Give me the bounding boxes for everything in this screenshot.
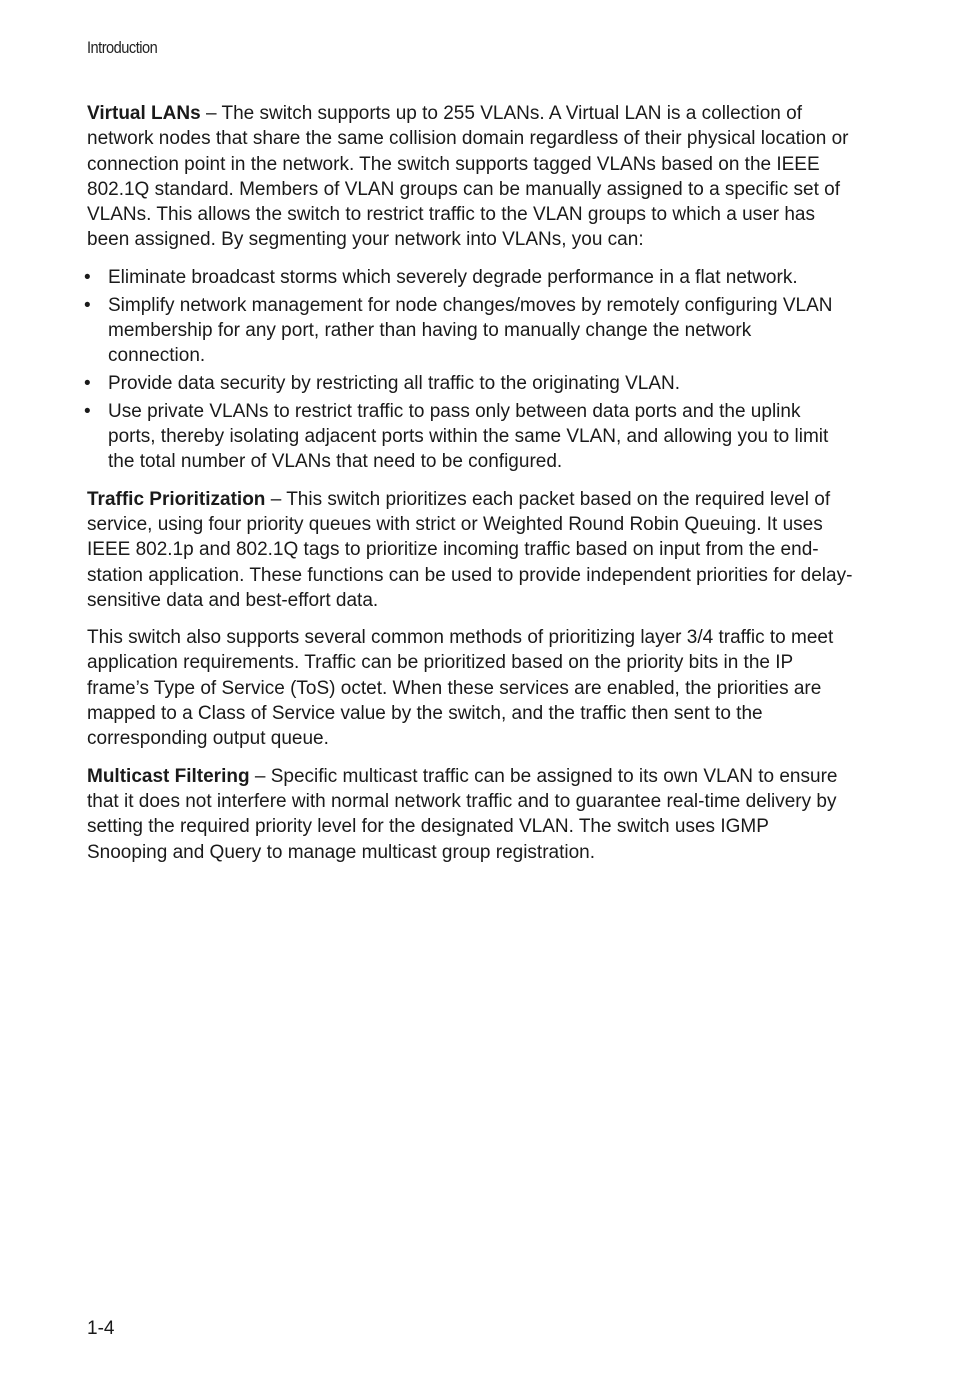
traffic-paragraph: [87, 487, 853, 613]
bullet-marker: •: [84, 266, 91, 288]
bullet-marker: •: [84, 294, 91, 316]
traffic-text: – This switch prioritizes each packet based on the required level of service, using four priority queues with strict or Weighted Round Robin Queuing. It uses IEEE 802.1p and 802.1Q tags to prioritize incoming traffic based on input from the end-station application. These functions can be used to provide independent priorities for delay-sensitive data and best-effort data.: [87, 488, 853, 611]
list-item-text: Simplify network management for node changes/moves by remotely configuring VLAN membership for any port, rather than having to manually change the network connection.: [108, 294, 833, 367]
bullet-marker: •: [84, 400, 91, 422]
vlans-term: Virtual LANs: [87, 103, 201, 124]
list-item: [84, 265, 853, 290]
page-number: 1-4: [87, 1318, 115, 1339]
multicast-term: Multicast Filtering: [87, 765, 250, 787]
multicast-paragraph: [87, 764, 853, 865]
list-item-text: Provide data security by restricting all traffic to the originating VLAN.: [108, 372, 681, 394]
multicast-text: – Specific multicast traffic can be assigned to its own VLAN to ensure that it does not interfere with normal network traffic and to guarantee real-time delivery by setting the required priority level for the designated VLAN. The switch uses IGMP Snooping and Query to manage multicast group registration.: [87, 765, 838, 863]
traffic-followup-paragraph: This switch also supports several common methods of prioritizing layer 3/4 traffic to meet application requirements. Traffic can be prioritized based on the priority bits in the IP frame’s Type of Service (ToS) octet. When these services are enabled, the priorities are mapped to a Class of Service value by the switch, and the traffic then sent to the corresponding output queue.: [87, 627, 834, 750]
vlans-text: – The switch supports up to 255 VLANs. A Virtual LAN is a collection of network nodes that share the same collision domain regardless of their physical location or connection point in the network. The switch supports tagged VLANs based on the IEEE 802.1Q standard. Members of VLAN groups can be manually assigned to a specific set of VLANs. This allows the switch to restrict traffic to the VLAN groups to which a user has been assigned. By segmenting your network into VLANs, you can:: [87, 103, 849, 251]
vlan-benefits-list: [84, 265, 853, 475]
list-item: [84, 371, 853, 396]
traffic-term: Traffic Prioritization: [87, 488, 266, 510]
vlans-paragraph: [87, 101, 853, 253]
list-item-text: Eliminate broadcast storms which severely degrade performance in a flat network.: [108, 266, 798, 288]
bullet-marker: •: [84, 372, 91, 394]
list-item-text: Use private VLANs to restrict traffic to pass only between data ports and the uplink ports, thereby isolating adjacent ports within the same VLAN, and allowing you to limit the total number of VLANs that need to be configured.: [108, 400, 829, 473]
page-content: [84, 101, 853, 877]
list-item: [84, 293, 853, 369]
running-header: Introduction: [87, 38, 158, 57]
list-item: [84, 399, 853, 475]
